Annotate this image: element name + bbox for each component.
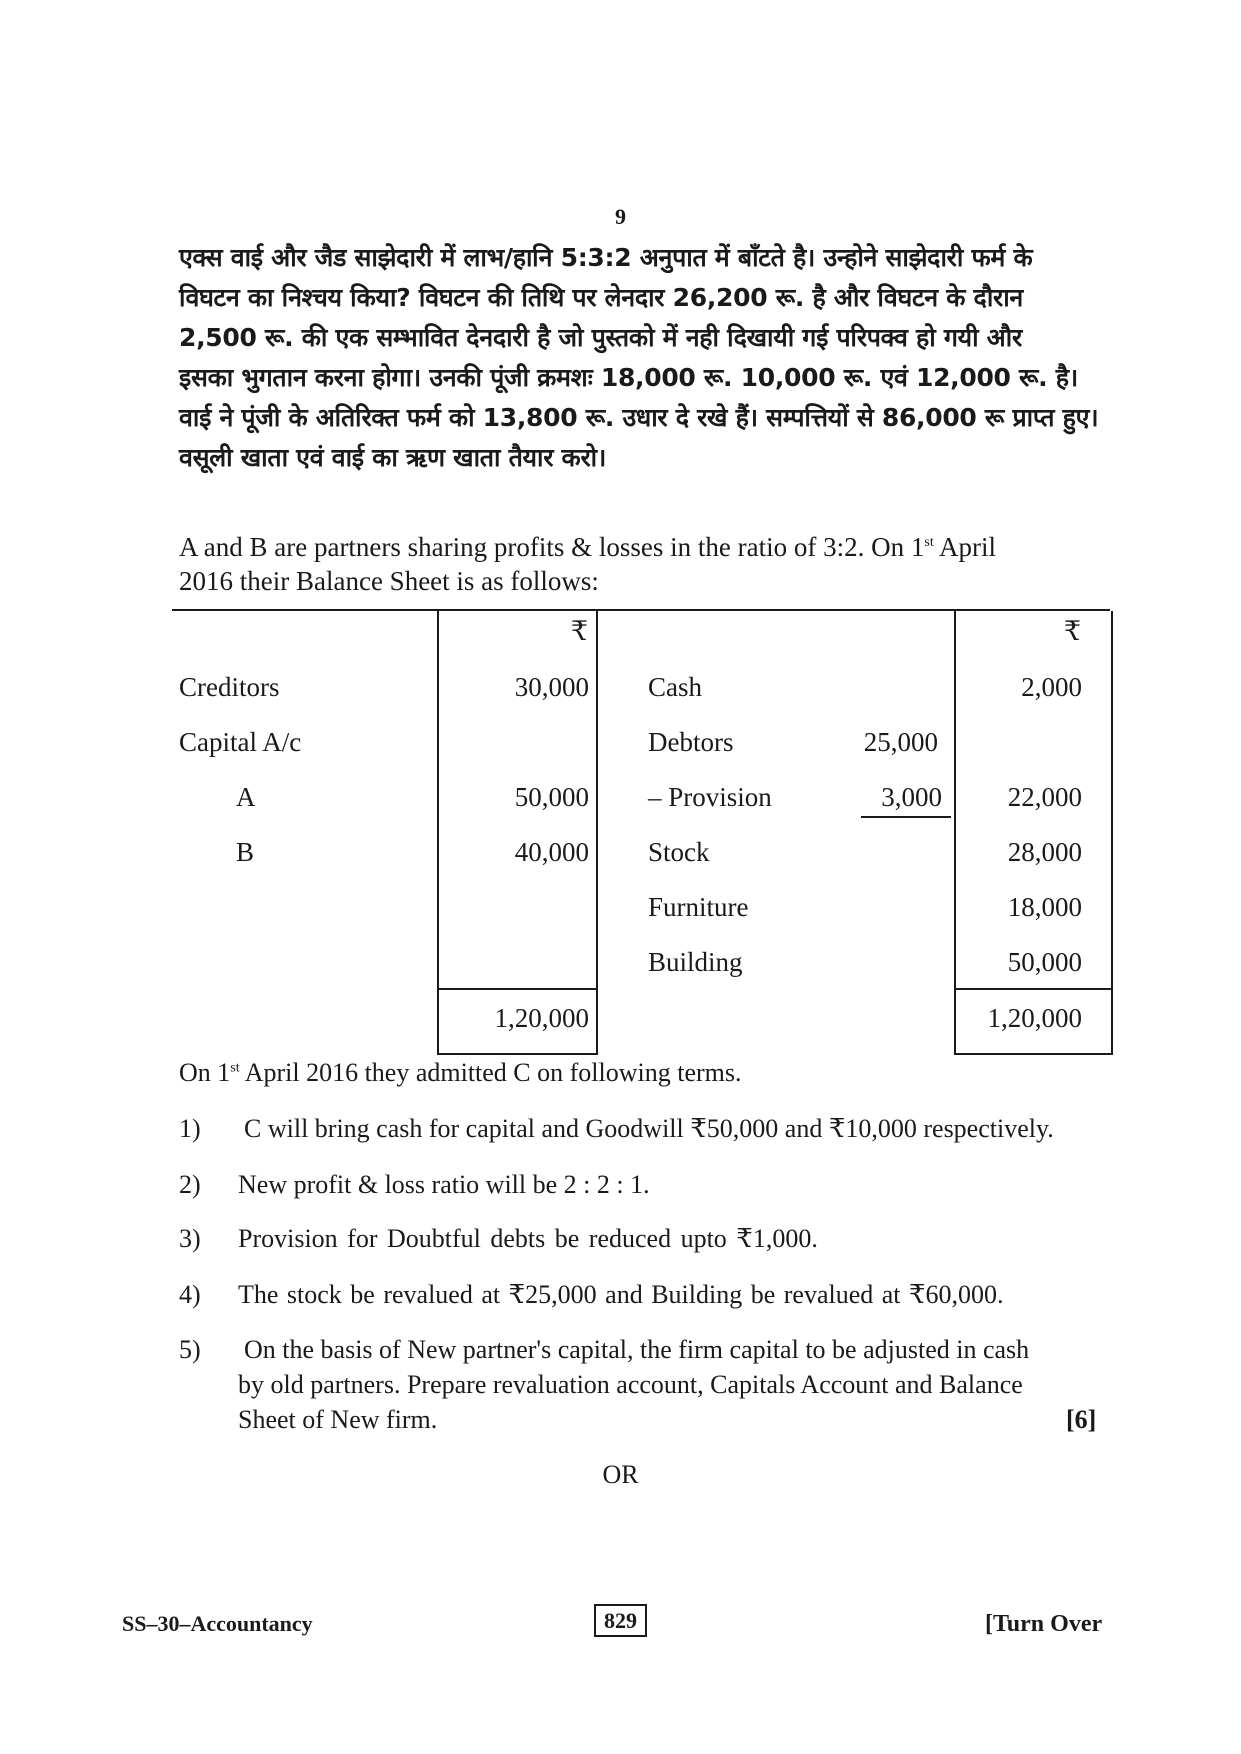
term-text: The stock be revalued at ₹25,000 and Building be revalued at ₹60,000.	[238, 1280, 1004, 1309]
term-text: On the basis of New partner's capital, the firm capital to be adjusted in cash	[244, 1335, 1030, 1364]
asset-label: Cash	[648, 672, 702, 702]
asset-amount: 22,000	[1007, 782, 1082, 812]
liability-amount: 30,000	[514, 672, 589, 702]
asset-amount: 28,000	[1007, 837, 1082, 867]
term-text-continued: Sheet of New firm.	[238, 1405, 438, 1434]
liab-total-top-rule	[437, 988, 598, 990]
turn-over: [Turn Over	[985, 1611, 1103, 1637]
liability-amount: 40,000	[514, 837, 589, 867]
assets-total: 1,20,000	[987, 1003, 1082, 1033]
liab-total-bottom-rule	[437, 1053, 598, 1055]
admission-intro: On 1st April 2016 they admitted C on following terms.	[179, 1058, 742, 1087]
liabilities-total: 1,20,000	[494, 1003, 589, 1033]
asset-label: Debtors	[648, 727, 734, 757]
page-number: 9	[615, 204, 626, 229]
provision-underline	[861, 816, 951, 818]
hindi-line: वसूली खाता एवं वाई का ऋण खाता तैयार करो।	[179, 443, 607, 472]
asset-inner-amount: 25,000	[863, 727, 938, 757]
term-text: New profit & loss ratio will be 2 : 2 : 1.	[238, 1170, 650, 1199]
asset-label: Furniture	[648, 892, 749, 922]
asset-inner-amount: 3,000	[881, 782, 942, 812]
hindi-line: वाई ने पूंजी के अतिरिक्त फर्म को 13,800 रू. उधार दे रखे हैं। सम्पत्तियों से 86,000 रू प्राप्त हुए।	[179, 403, 1099, 432]
liability-label: B	[236, 837, 255, 867]
asset-total-bottom-rule	[954, 1053, 1113, 1055]
term-text: C will bring cash for capital and Goodwill ₹50,000 and ₹10,000 respectively.	[244, 1114, 1054, 1143]
currency-symbol: ₹	[1063, 616, 1081, 646]
term-text-continued: by old partners. Prepare revaluation account, Capitals Account and Balance	[238, 1370, 1023, 1399]
asset-label: Stock	[648, 837, 710, 867]
asset-amount: 2,000	[1021, 672, 1082, 702]
liability-label: Capital A/c	[179, 727, 302, 757]
hindi-line: 2,500 रू. की एक सम्भावित देनदारी है जो पुस्तको में नही दिखायी गई परिपक्व हो गयी और	[179, 323, 1022, 352]
table-top-rule	[172, 609, 1110, 611]
page-code: 829	[594, 1604, 647, 1637]
liability-label: A	[236, 782, 256, 812]
hindi-line: विघटन का निश्चय किया? विघटन की तिथि पर लेनदार 26,200 रू. है और विघटन के दौरान	[179, 283, 1023, 312]
asset-total-top-rule	[954, 988, 1113, 990]
term-number: 4)	[179, 1280, 201, 1309]
asset-amount: 50,000	[1007, 947, 1082, 977]
or-divider: OR	[602, 1460, 639, 1489]
marks: [6]	[1066, 1405, 1097, 1434]
term-number: 3)	[179, 1224, 201, 1253]
term-number: 2)	[179, 1170, 201, 1199]
hindi-line: एक्स वाई और जैड साझेदारी में लाभ/हानि 5:3:2 अनुपात में बाँटते है। उन्होने साझेदारी फर्म के	[179, 243, 1033, 272]
term-number: 1)	[179, 1114, 201, 1143]
subject-code: SS–30–Accountancy	[122, 1611, 313, 1636]
currency-symbol: ₹	[570, 616, 588, 646]
hindi-line: इसका भुगतान करना होगा। उनकी पूंजी क्रमशः 18,000 रू. 10,000 रू. एवं 12,000 रू. है।	[179, 363, 1078, 392]
asset-label: Building	[648, 947, 743, 977]
term-text: Provision for Doubtful debts be reduced upto ₹1,000.	[238, 1224, 818, 1253]
question-intro-line2: 2016 their Balance Sheet is as follows:	[179, 566, 599, 596]
asset-label: – Provision	[648, 782, 772, 812]
liability-label: Creditors	[179, 672, 280, 702]
question-intro-line1: A and B are partners sharing profits & losses in the ratio of 3:2. On 1st April	[179, 532, 996, 562]
term-number: 5)	[179, 1335, 201, 1364]
asset-amount: 18,000	[1007, 892, 1082, 922]
liability-amount: 50,000	[514, 782, 589, 812]
